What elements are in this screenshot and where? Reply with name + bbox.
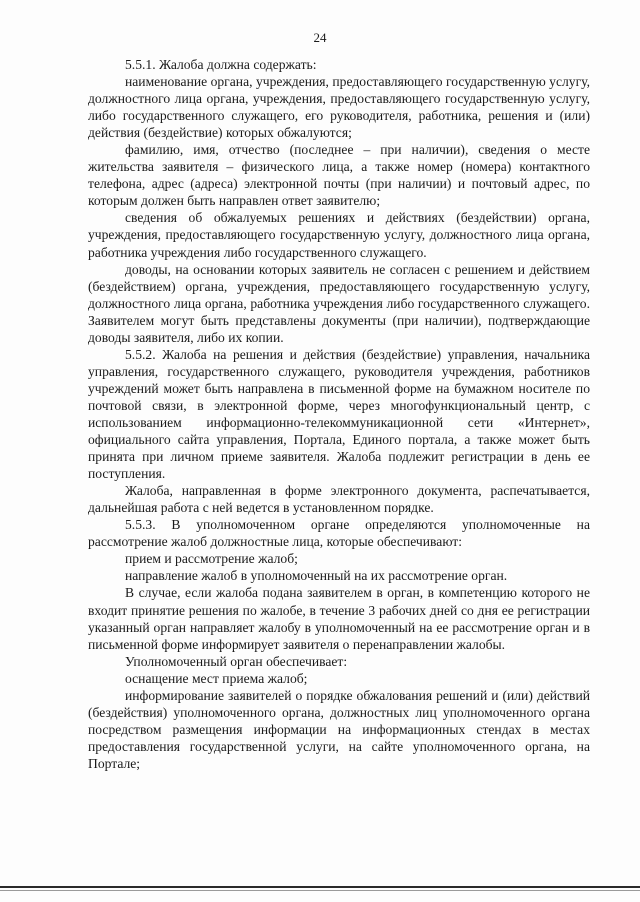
list-item-equipment: оснащение мест приема жалоб;: [125, 670, 308, 686]
scan-bottom-edge-shadow: [0, 890, 640, 891]
paragraph-applicant-details: фамилию, имя, отчество (последнее – при наличии), сведения о месте жительства заявителя – физического лица, а также номер (номера) контактного телефона, адрес (адреса) электронной почты (при наличии) и почтовый адрес, по которым должен быть направлен ответ заявителю;: [88, 142, 590, 209]
paragraph-redirect-case: В случае, если жалоба подана заявителем в орган, в компетенцию которого не входит принятие решения по жалобе, в течение 3 рабочих дней со дня ее регистрации указанный орган направляет жалобу в уполномоченный на ее рассмотрение орган и в письменной форме информирует заявителя о перенаправлении жалобы.: [88, 585, 590, 652]
list-item-reception: прием и рассмотрение жалоб;: [125, 551, 298, 567]
list-item-informing: информирование заявителей о порядке обжалования решений и (или) действий (бездействия) уполномоченного органа, должностных лиц уполномоченного органа посредством размещения информации на информационных стендах в местах предоставления государственной услуги, на сайте уполномоченного органа, на Портале;: [88, 687, 590, 771]
document-body: [88, 56, 590, 772]
paragraph-appealed-decisions: сведения об обжалуемых решениях и действиях (бездействии) органа, учреждения, предоставляющего государственную услугу, должностного лица органа, работника учреждения либо государственного служащего.: [88, 210, 590, 260]
page-number: 24: [313, 30, 327, 45]
paragraph-electronic-complaint: Жалоба, направленная в форме электронного документа, распечатывается, дальнейшая работа с ней ведется в установленном порядке.: [88, 483, 590, 516]
paragraph-authority-provides: Уполномоченный орган обеспечивает:: [125, 653, 348, 669]
section-5-5-3-paragraph: 5.5.3. В уполномоченном органе определяются уполномоченные на рассмотрение жалоб должностные лица, которые обеспечивают:: [88, 517, 590, 550]
paragraph-authority-name: наименование органа, учреждения, предоставляющего государственную услугу, должностного лица органа, учреждения, предоставляющего государственную услугу, либо государственного служащего, его руководителя, работника, решения и (или) действия (бездействие) которых обжалуются;: [88, 74, 590, 141]
section-5-5-1-heading: 5.5.1. Жалоба должна содержать:: [125, 57, 317, 72]
paragraph-arguments: доводы, на основании которых заявитель не согласен с решением и действием (бездействием) органа, учреждения, предоставляющего государственную услугу, должностного лица органа, работника учреждения либо государственного служащего. Заявителем могут быть представлены документы (при наличии), подтверждающие доводы заявителя, либо их копии.: [88, 261, 590, 345]
section-5-5-2-paragraph: 5.5.2. Жалоба на решения и действия (бездействие) управления, начальника управления, государственного служащего, руководителя учреждения, работников учреждений может быть направлена в письменной форме на бумажном носителе по почтовой связи, в электронной форме, через многофункциональный центр, с использованием информационно-телекоммуникационной сети «Интернет», официального сайта управления, Портала, Единого портала, а также может быть принята при личном приеме заявителя. Жалоба подлежит регистрации в день ее поступления.: [88, 346, 590, 482]
list-item-forwarding: направление жалоб в уполномоченный на их рассмотрение орган.: [125, 568, 508, 584]
scan-bottom-edge: [0, 886, 640, 888]
